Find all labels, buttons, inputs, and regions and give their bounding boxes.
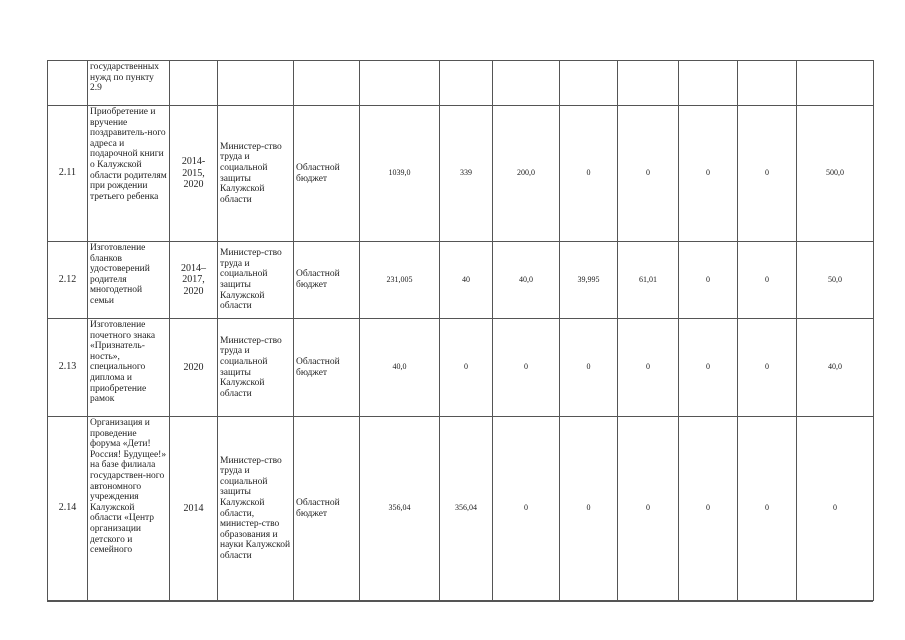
value-cell: 0 bbox=[679, 319, 738, 417]
value-cell: 0 bbox=[738, 242, 797, 319]
value-cell: 61,01 bbox=[618, 242, 679, 319]
value-cell: 356,04 bbox=[360, 417, 440, 601]
value-cell: 339 bbox=[440, 106, 493, 242]
funding-source-cell: Областной бюджет bbox=[294, 417, 360, 601]
funding-source-cell: Областной бюджет bbox=[294, 242, 360, 319]
value-cell: 0 bbox=[618, 417, 679, 601]
value-cell: 0 bbox=[560, 319, 618, 417]
value-cell bbox=[360, 61, 440, 106]
funding-source-cell bbox=[294, 61, 360, 106]
measure-name: Изготовление бланков удостоверений родителя многодетной семьи bbox=[88, 242, 170, 319]
value-cell: 0 bbox=[679, 417, 738, 601]
value-cell: 40,0 bbox=[797, 319, 874, 417]
table-row bbox=[48, 242, 874, 319]
measure-name: государственных нужд по пункту 2.9 bbox=[88, 61, 170, 106]
value-cell: 40,0 bbox=[493, 242, 560, 319]
page-cut-line bbox=[47, 601, 873, 602]
value-cell bbox=[440, 61, 493, 106]
years-cell bbox=[170, 61, 218, 106]
executor-cell: Министер-ство труда и социальной защиты Калужской области, министер-ство образования и науки Калужской области bbox=[218, 417, 294, 601]
value-cell bbox=[493, 61, 560, 106]
program-table bbox=[47, 60, 874, 601]
table-row bbox=[48, 106, 874, 242]
value-cell: 40 bbox=[440, 242, 493, 319]
value-cell: 1039,0 bbox=[360, 106, 440, 242]
value-cell: 40,0 bbox=[360, 319, 440, 417]
row-index: 2.14 bbox=[48, 417, 88, 601]
row-index: 2.11 bbox=[48, 106, 88, 242]
executor-cell: Министер-ство труда и социальной защиты Калужской области bbox=[218, 319, 294, 417]
value-cell: 0 bbox=[679, 106, 738, 242]
value-cell: 0 bbox=[738, 106, 797, 242]
value-cell: 50,0 bbox=[797, 242, 874, 319]
value-cell: 0 bbox=[738, 319, 797, 417]
value-cell: 0 bbox=[560, 417, 618, 601]
executor-cell: Министер-ство труда и социальной защиты Калужской области bbox=[218, 106, 294, 242]
value-cell: 39,995 bbox=[560, 242, 618, 319]
value-cell: 0 bbox=[493, 417, 560, 601]
value-cell: 500,0 bbox=[797, 106, 874, 242]
value-cell: 200,0 bbox=[493, 106, 560, 242]
executor-cell bbox=[218, 61, 294, 106]
value-cell: 0 bbox=[493, 319, 560, 417]
measure-name: Приобретение и вручение поздравитель-ного адреса и подарочной книги о Калужской области родителям при рождении третьего ребенка bbox=[88, 106, 170, 242]
funding-source-cell: Областной бюджет bbox=[294, 106, 360, 242]
measure-name: Изготовление почетного знака «Признатель-ность», специального диплома и приобретение рамок bbox=[88, 319, 170, 417]
row-index: 2.13 bbox=[48, 319, 88, 417]
value-cell bbox=[797, 61, 874, 106]
years-cell: 2014-2015, 2020 bbox=[170, 106, 218, 242]
value-cell: 0 bbox=[797, 417, 874, 601]
value-cell bbox=[618, 61, 679, 106]
funding-source-cell: Областной бюджет bbox=[294, 319, 360, 417]
value-cell bbox=[738, 61, 797, 106]
value-cell bbox=[679, 61, 738, 106]
table-row bbox=[48, 319, 874, 417]
value-cell: 0 bbox=[440, 319, 493, 417]
measure-name: Организация и проведение форума «Дети! Россия! Будущее!» на базе филиала государствен-ного автономного учреждения Калужской области «Центр организации детского и семейного bbox=[88, 417, 170, 601]
value-cell: 231,005 bbox=[360, 242, 440, 319]
years-cell: 2014–2017, 2020 bbox=[170, 242, 218, 319]
value-cell: 0 bbox=[738, 417, 797, 601]
value-cell: 0 bbox=[618, 319, 679, 417]
row-index: 2.12 bbox=[48, 242, 88, 319]
table-row bbox=[48, 417, 874, 601]
value-cell: 0 bbox=[618, 106, 679, 242]
value-cell: 0 bbox=[679, 242, 738, 319]
value-cell: 356,04 bbox=[440, 417, 493, 601]
row-index bbox=[48, 61, 88, 106]
table-row bbox=[48, 61, 874, 106]
years-cell: 2020 bbox=[170, 319, 218, 417]
value-cell: 0 bbox=[560, 106, 618, 242]
executor-cell: Министер-ство труда и социальной защиты Калужской области bbox=[218, 242, 294, 319]
years-cell: 2014 bbox=[170, 417, 218, 601]
value-cell bbox=[560, 61, 618, 106]
